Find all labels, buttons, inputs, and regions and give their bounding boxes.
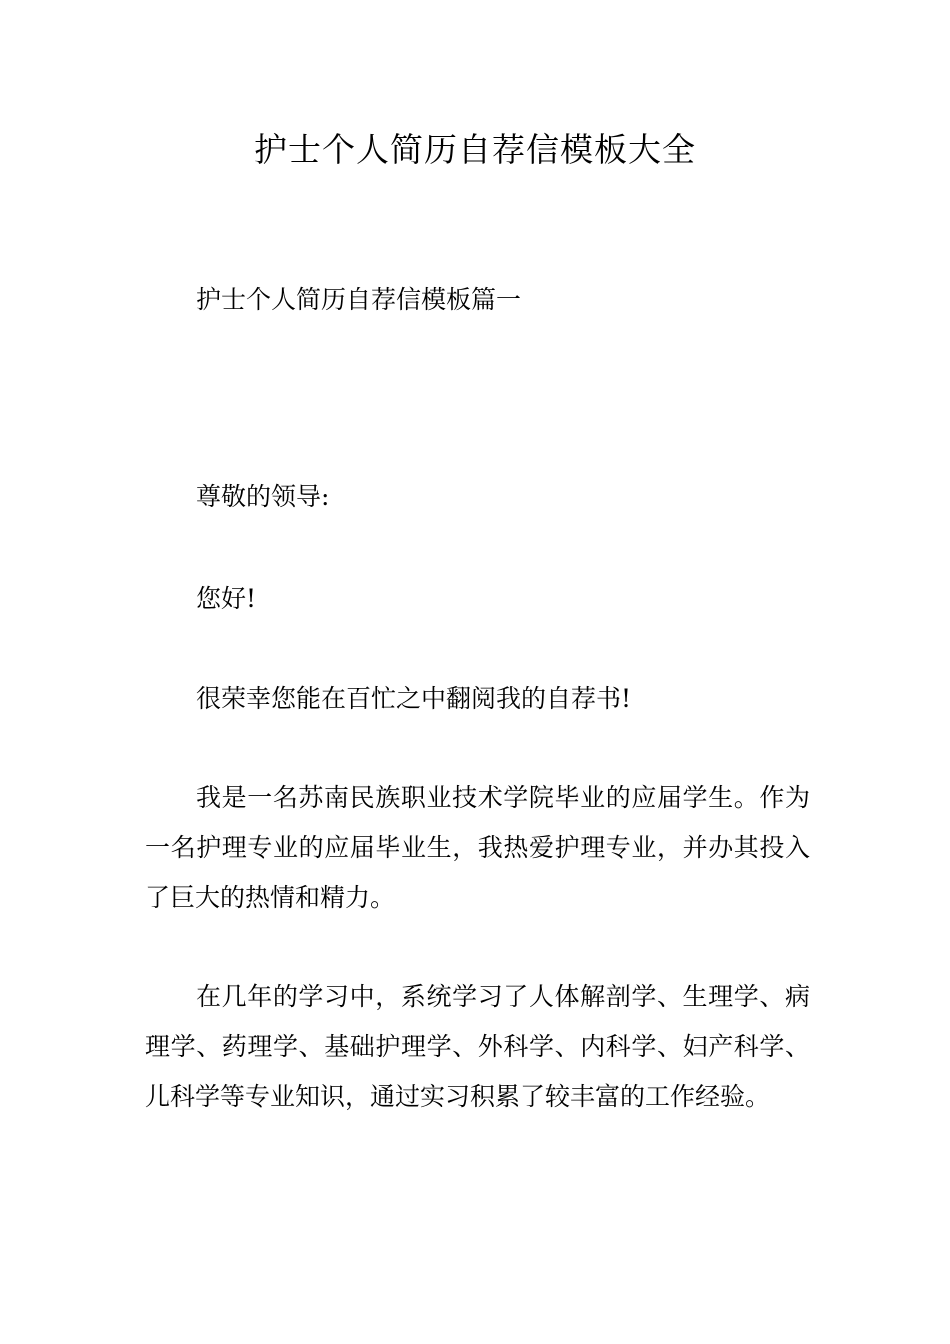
greeting-paragraph: 尊敬的领导: [196, 482, 330, 511]
honored-paragraph: 很荣幸您能在百忙之中翻阅我的自荐书! [196, 684, 632, 713]
section-subtitle: 护士个人简历自荐信模板篇一 [196, 285, 522, 314]
hello-paragraph: 您好! [196, 584, 257, 613]
study-paragraph: 在几年的学习中，系统学习了人体解剖学、生理学、病理学、药理学、基础护理学、外科学、内科学、妇产科学、儿科学等专业知识，通过实习积累了较丰富的工作经验。 [145, 982, 810, 1111]
intro-paragraph: 我是一名苏南民族职业技术学院毕业的应届学生。作为一名护理专业的应届毕业生，我热爱护理专业，并办其投入了巨大的热情和精力。 [145, 783, 810, 912]
document-title: 护士个人简历自荐信模板大全 [254, 130, 696, 169]
